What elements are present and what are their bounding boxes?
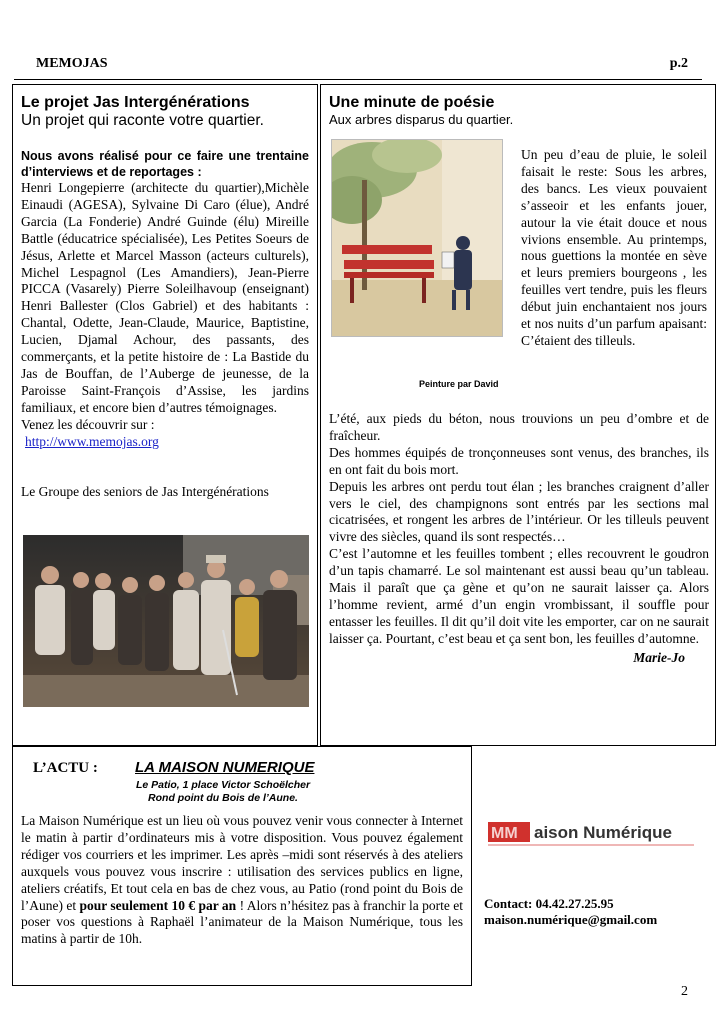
- page-label: p.2: [669, 56, 688, 71]
- actu-maison-numerique: [12, 746, 472, 986]
- article-poesie: [320, 84, 716, 746]
- actu-address-line2: Rond point du Bois de l’Aune.: [148, 792, 298, 804]
- svg-text:MM: MM: [491, 825, 518, 842]
- publication-name: MEMOJAS: [36, 56, 108, 71]
- article-title: Le projet Jas Intergénérations: [21, 94, 250, 111]
- contact-email[interactable]: maison.numérique@gmail.com: [484, 912, 658, 927]
- maison-numerique-logo: [488, 818, 694, 848]
- contact-info: [484, 896, 657, 928]
- poem-paragraph: L’été, aux pieds du béton, nous trouvions un peu d’ombre et de fraîcheur.: [329, 411, 709, 443]
- contact-phone: Contact: 04.42.27.25.95: [484, 896, 614, 911]
- logo-text: aison Numérique: [534, 823, 672, 842]
- photo-caption: Le Groupe des seniors de Jas Intergénérations: [21, 483, 269, 499]
- actu-label: L’ACTU :: [33, 760, 98, 776]
- poem-side-text: Un peu d’eau de pluie, le soleil faisait le reste: Sous les arbres, des bancs. Les vieux pouvaient s’asseoir et les enfants jouer, autour la vie était douce et nous vivions ensemble. Au printemps, nous guettions la montée en sève et leurs premiers bourgeons , les feuilles vert tendre, puis les fleurs début juin enchantaient nos jours et nos nuits d’un parfum apaisant: C’étaient des tilleuls.: [521, 147, 707, 348]
- poem-paragraph: Des hommes équipés de tronçonneuses sont venus, des branches, ils en ont fait du bois mort.: [329, 444, 709, 477]
- painting-caption: Peinture par David: [419, 379, 499, 389]
- intro-text: Nous avons réalisé pour ce faire une trentaine d’interviews et de reportages :: [21, 149, 309, 179]
- price-highlight: pour seulement 10 € par an: [79, 897, 237, 913]
- article-body: Henri Longepierre (architecte du quartier),Michèle Einaudi (AGESA), Sylvaine Di Caro (élue), André Garcia (La Fonderie) André Guinde (élu) Mireille Battle (éducatrice spécialisée), Les Petites Soeurs de Jésus, Arlette et Marcel Masson (acteurs culturels), Michel Lespagnol (Les Amandiers), Jean-Pierre PICCA (Vasarely) Pierre Soleilhavoup (enseignant) Henri Ballester (Clos Gabriel) et des habitants : Chantal, Odette, Jean-Claude, Maurice, Baptistine, Lucien, Djamal Achour, des passants, des commerçants, et la petite histoire de : La Bastide du Jas de Bouffan, de l’Auberge de jeunesse, de la Paroisse Saint-François d’Assise, les jardins familiaux, et encore bien d’autres témoignages.: [21, 180, 309, 415]
- poem-paragraph: C’est l’automne et les feuilles tombent ; elles recouvrent le goudron d’un tapis chamarré. Le sol maintenant est aussi beau qu’un tableau. Mais il paraît que ça gène et qu’on ne saurait laisser ça. Alors l’homme revient, armé d’un engin vrombissant, il souffle pour entasser les feuilles. Il dit qu’il doit vite les emporter, car on ne saurait laisser ça. Pourtant, c’est beau et ça sent bon, les feuilles d’automne.: [329, 546, 709, 646]
- actu-title: LA MAISON NUMERIQUE: [135, 759, 315, 776]
- poem-paragraph: Depuis les arbres ont perdu tout élan ; les branches craignent d’aller vers le ciel, des champignons sont entrés par les sections mal cicatrisées, et rongent les arbres de l’intérieur. Or les tilleuls peuvent vivre des siècles, quand ils sont respectés…: [329, 478, 709, 545]
- article-jas-intergenerations: [12, 84, 318, 746]
- article-subtitle: Un projet qui raconte votre quartier.: [21, 112, 264, 129]
- poem-signature: Marie-Jo: [633, 649, 685, 665]
- seniors-group-photo: [23, 535, 309, 707]
- painting-illustration: [331, 139, 503, 337]
- header-rule: [14, 79, 702, 80]
- poetry-subtitle: Aux arbres disparus du quartier.: [329, 112, 514, 127]
- actu-address-line1: Le Patio, 1 place Victor Schoëlcher: [135, 779, 311, 791]
- discover-text: Venez les découvrir sur :: [21, 416, 155, 432]
- actu-body: La Maison Numérique est un lieu où vous pouvez venir vous connecter à Internet le matin à partir d’ordinateurs mis à votre disposition. Vous pouvez également rédiger vos courriers et les imprimer. Les après –midi sont réservés à des ateliers auxquels vous pouvez vous inscrire : utilisation des services publics en ligne, ateliers créatifs, Et tout cela en bas de chez vous, au Patio (rond point du Bois de l’Aune) et pour seulement 10 € par an ! Alors n’hésitez pas à franchir la porte et poser vos questions à Raphaël l’animateur de la Maison Numérique, tous les matins à partir de 10h.: [21, 813, 464, 947]
- memojas-link[interactable]: http://www.memojas.org: [25, 433, 159, 449]
- footer-page-number: 2: [681, 984, 688, 999]
- poetry-title: Une minute de poésie: [329, 94, 495, 111]
